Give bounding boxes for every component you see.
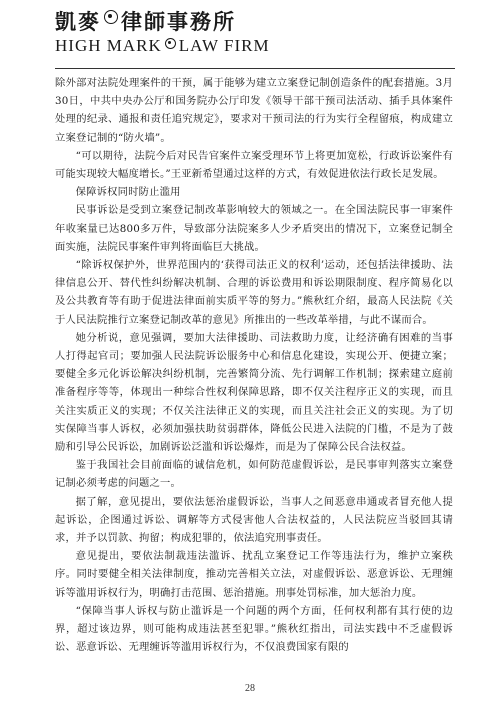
paragraph: “可以期待，法院今后对民告官案件立案受理环节上将更加宽松，行政诉讼案件有可能实现较大幅度增长。”王亚新希望通过这样的方式，有效促进依法行政长足发展。 xyxy=(55,149,453,181)
article-body xyxy=(55,74,453,657)
page-number: 28 xyxy=(245,683,255,694)
firm-name-cn-part1: 凱麥 xyxy=(55,9,101,34)
firm-name-en-part1: HIGH MARK xyxy=(55,36,162,55)
paragraph: 她分析说，意见强调，要加大法律援助、司法救助力度，让经济确有困难的当事人打得起官司；要加强人民法院诉讼服务中心和信息化建设，实现公开、便捷立案；要健全多元化诉讼解决纠纷机制，完善繁简分流、先行调解工作机制；探索建立庭前准备程序等等，体现出一种综合性权利保障思路，即不仅关注程序正义的实现，而且关注实质正义的实现；不仅关注法律正义的实现，而且关注社会正义的实现。为了切实保障当事人诉权，必须加强扶助贫弱群体，降低公民进入法院的门槛，不是为了鼓励和引导公民诉讼，加剧诉讼泛滥和诉讼爆炸，而是为了保障公民合法权益。 xyxy=(55,331,453,454)
firm-logo-chinese xyxy=(55,8,455,34)
firm-name-en-part2: LAW FIRM xyxy=(178,36,270,55)
firm-seal-icon xyxy=(104,10,118,24)
firm-logo-english xyxy=(55,36,455,56)
firm-name-cn-part2: 律師事務所 xyxy=(121,9,236,34)
paragraph: 民事诉讼是受到立案登记制改革影响较大的领域之一。在全国法院民事一审案件年收案量已达800多万件，导致部分法院案多人少矛盾突出的情况下，立案登记制全面实施，法院民事案件审判将面临巨大挑战。 xyxy=(55,204,453,253)
paragraph: “除诉权保护外，世界范围内的‘获得司法正义的权利’运动，还包括法律援助、法律信息公开、替代性纠纷解决机制、合理的诉讼费用和诉讼期限制度、程序简易化以及公共教育等有助于促进法律面前实质平等的努力。”熊秋红介绍，最高人民法院《关于人民法院推行立案登记制改革的意见》所推出的一些改革举措，与此不谋而合。 xyxy=(55,259,453,326)
paragraph: “保障当事人诉权与防止滥诉是一个问题的两个方面，任何权利都有其行使的边界，超过该边界，则可能构成违法甚至犯罪。”熊秋红指出，司法实践中不乏虚假诉讼、恶意诉讼、无理缠诉等滥用诉权行为，不仅浪费国家有限的 xyxy=(55,604,453,654)
section-heading: 保障诉权同时防止滥用 xyxy=(75,186,181,199)
paragraph: 鉴于我国社会目前面临的诚信危机，如何防范虚假诉讼，是民事审判落实立案登记制必须考虑的问题之一。 xyxy=(55,459,453,490)
paragraph: 意见提出，要依法制裁违法滥诉、扰乱立案登记工作等违法行为，维护立案秩序。同时要健全相关法律制度，推动完善相关立法，对虚假诉讼、恶意诉讼、无理缠诉等滥用诉权行为，明确打击范围、惩治措施。刑事处罚标准，加大惩治力度。 xyxy=(55,550,453,599)
letterhead xyxy=(55,8,455,56)
firm-seal-icon-small xyxy=(165,38,176,49)
paragraph: 据了解，意见提出，要依法惩治虚假诉讼，当事人之间恶意串通或者冒充他人提起诉讼，企图通过诉讼、调解等方式侵害他人合法权益的，人民法院应当驳回其请求，并予以罚款、拘留；构成犯罪的，依法追究刑事责任。 xyxy=(55,495,453,545)
header-divider xyxy=(55,68,455,69)
paragraph: 除外部对法院处理案件的干预，属于能够为建立立案登记制创造条件的配套措施。3月30日，中共中央办公厅和国务院办公厅印发《领导干部干预司法活动、插手具体案件处理的纪录、通报和责任追究规定》，要求对干预司法的行为实行全程留痕，构成建立立案登记制的“防火墙”。 xyxy=(55,77,453,144)
